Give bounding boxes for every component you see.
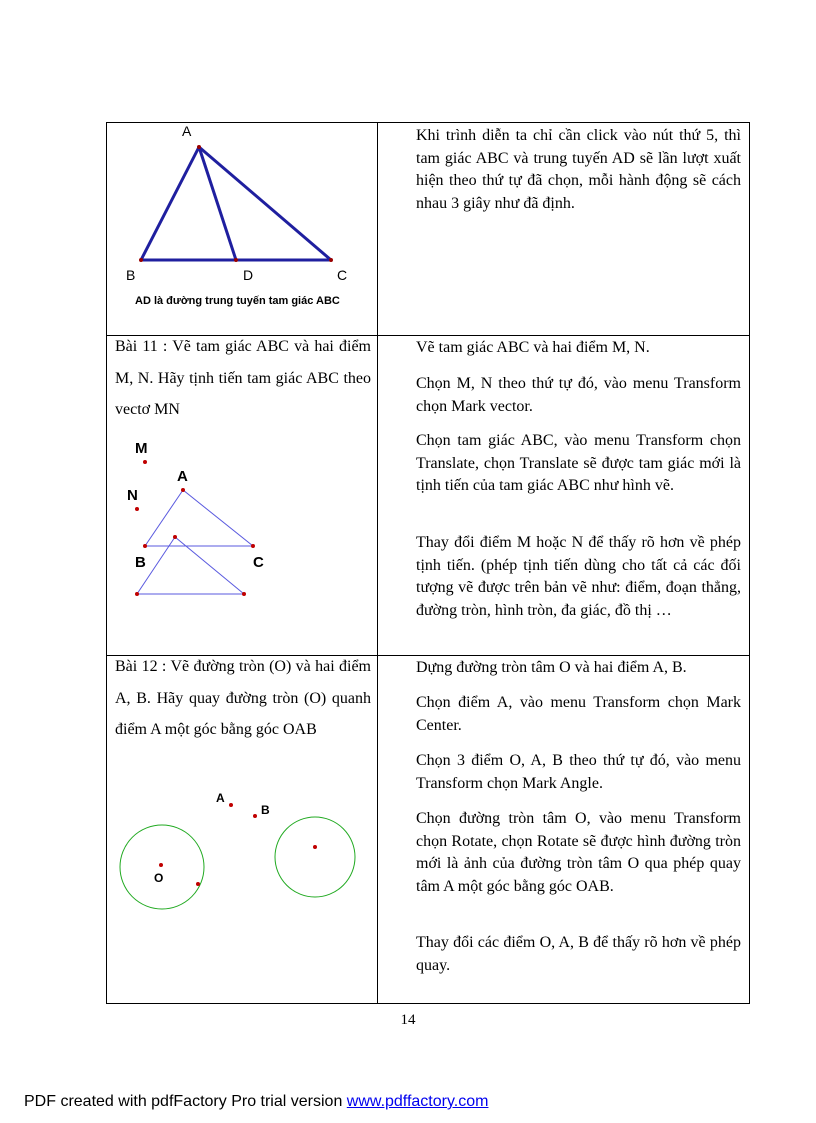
translation-figure — [107, 336, 378, 655]
point-c — [329, 258, 333, 262]
side-ab — [141, 147, 199, 260]
pdf-footer — [24, 1093, 488, 1111]
point-on-circle — [196, 882, 200, 886]
rotated-circle — [275, 817, 355, 897]
label-b: B — [261, 803, 270, 817]
point-b — [143, 544, 147, 548]
exercise-text: Bài 11 : Vẽ tam giác ABC và hai điểm M, N. Hãy tịnh tiến tam giác ABC theo vectơ MN — [115, 338, 371, 418]
page-number: 14 — [400, 1012, 416, 1028]
table-row — [107, 656, 749, 1003]
point-c — [251, 544, 255, 548]
exercise-cell — [107, 656, 378, 1003]
label-o: O — [154, 871, 164, 885]
label-a: A — [182, 123, 192, 139]
paragraph: Chọn tam giác ABC, vào menu Transform chọn Translate, chọn Translate sẽ được tam giác mới là tịnh tiến của tam giác ABC như hình vẽ. — [416, 432, 741, 494]
triangle-abc — [145, 490, 253, 546]
text-cell — [378, 123, 749, 335]
label-c: C — [253, 554, 264, 571]
paragraph: Chọn M, N theo thứ tự đó, vào menu Transform chọn Mark vector. — [416, 375, 741, 415]
paragraph: Chọn điểm A, vào menu Transform chọn Mark Center. — [416, 694, 741, 734]
exercise-cell — [107, 336, 378, 655]
label-n: N — [127, 487, 138, 504]
footer-link[interactable]: www.pdffactory.com — [346, 1093, 489, 1110]
point-a — [229, 803, 233, 807]
paragraph: Thay đổi điểm M hoặc N để thấy rõ hơn về phép tịnh tiến. (phép tịnh tiến dùng cho tất cả các đối tượng vẽ được trên bản vẽ như: điểm, đoạn thẳng, đường tròn, hình tròn, đa giác, đồ thị … — [416, 534, 741, 619]
point-o — [159, 863, 163, 867]
text-cell — [378, 336, 749, 655]
figure-caption: AD là đường trung tuyến tam giác ABC — [135, 295, 340, 307]
exercise-text: Bài 12 : Vẽ đường tròn (O) và hai điểm A, B. Hãy quay đường tròn (O) quanh điểm A một góc bằng góc OAB — [115, 658, 371, 738]
point-a — [181, 488, 185, 492]
label-b: B — [126, 267, 136, 283]
label-a: A — [177, 468, 188, 485]
label-b: B — [135, 554, 146, 571]
text-cell — [378, 656, 749, 1003]
point-b — [253, 814, 257, 818]
label-c: C — [337, 267, 348, 283]
paragraph: Thay đổi các điểm O, A, B để thấy rõ hơn về phép quay. — [416, 934, 741, 974]
rotated-center — [313, 845, 317, 849]
point-a — [197, 145, 201, 149]
point-a-prime — [173, 535, 177, 539]
paragraph: Khi trình diễn ta chỉ cần click vào nút thứ 5, thì tam giác ABC và trung tuyến AD sẽ lần lượt xuất hiện theo thứ tự đã chọn, mỗi hành động sẽ cách nhau 3 giây như đã định. — [416, 127, 741, 212]
paragraph: Chọn 3 điểm O, A, B theo thứ tự đó, vào menu Transform chọn Mark Angle. — [416, 752, 741, 792]
point-m — [143, 460, 147, 464]
figure-cell — [107, 123, 378, 335]
paragraph: Dựng đường tròn tâm O và hai điểm A, B. — [416, 659, 687, 676]
rotation-figure — [107, 656, 378, 1002]
point-b — [139, 258, 143, 262]
footer-text: PDF created with pdfFactory Pro trial version — [24, 1093, 347, 1110]
point-d — [234, 258, 238, 262]
point-n — [135, 507, 139, 511]
point-b-prime — [135, 592, 139, 596]
median-figure — [107, 123, 378, 335]
label-a: A — [216, 791, 225, 805]
label-d: D — [243, 267, 254, 283]
paragraph: Vẽ tam giác ABC và hai điểm M, N. — [416, 339, 650, 356]
table-row — [107, 123, 749, 336]
paragraph: Chọn đường tròn tâm O, vào menu Transform chọn Rotate, chọn Rotate sẽ được hình đường tròn mới là ảnh của đường tròn tâm O qua phép quay tâm A một góc bằng góc OAB. — [416, 810, 741, 895]
circle-o — [120, 825, 204, 909]
point-c-prime — [242, 592, 246, 596]
content-table — [106, 122, 750, 1004]
label-m: M — [135, 440, 148, 457]
table-row — [107, 336, 749, 656]
